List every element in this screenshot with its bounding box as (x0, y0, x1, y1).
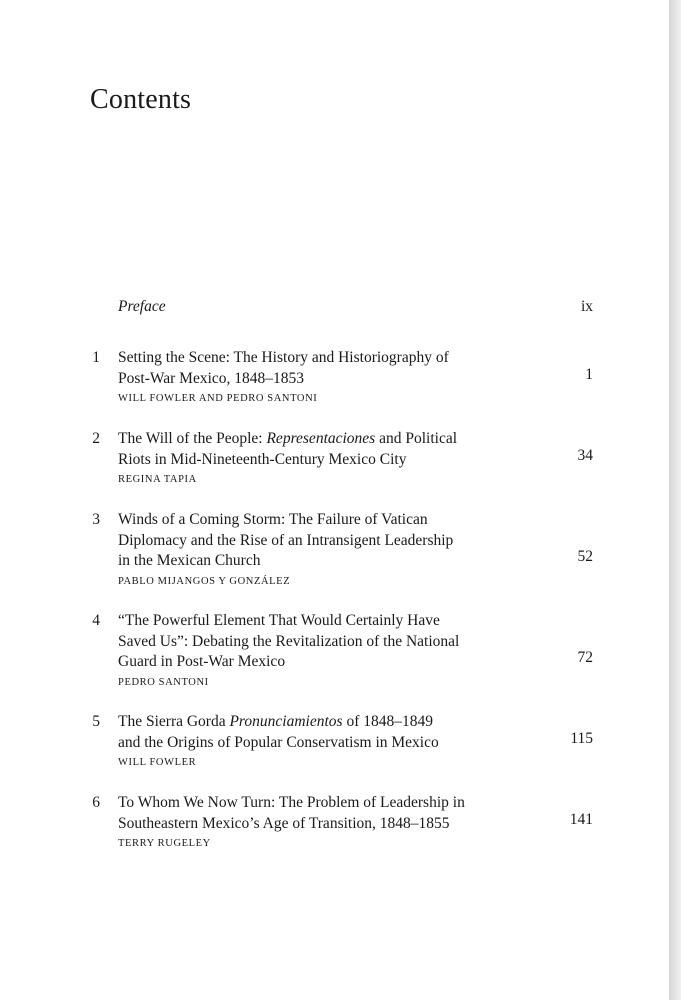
title-italic: Pronunciamientos (229, 713, 343, 730)
chapter-author: PEDRO SANTONI (118, 676, 209, 688)
title-text: and Political (375, 430, 458, 447)
chapter-author: REGINA TAPIA (118, 474, 197, 485)
toc-entry-2 (88, 429, 593, 488)
title-line: Winds of a Coming Storm: The Failure of Vatican (118, 511, 428, 528)
title-text: The Will of the People: (118, 430, 267, 447)
title-line: Diplomacy and the Rise of an Intransigent Leadership (118, 531, 454, 549)
contents-heading: Contents (90, 84, 192, 115)
title-line: Post-War Mexico, 1848–1853 (118, 369, 305, 387)
chapter-author: PABLO MIJANGOS Y GONZÁLEZ (118, 575, 291, 587)
chapter-page: 52 (577, 548, 593, 565)
toc-entry-3 (88, 510, 593, 590)
chapter-title (118, 510, 518, 572)
chapter-title (118, 611, 518, 673)
chapter-number: 2 (92, 430, 100, 447)
toc-entry-5 (88, 712, 593, 771)
toc-entry-6 (88, 793, 593, 852)
chapter-title (118, 348, 518, 389)
title-line (118, 429, 518, 450)
title-line: Riots in Mid-Nineteenth-Century Mexico City (118, 450, 407, 468)
toc-preface (118, 298, 593, 316)
toc-entry-4 (88, 611, 593, 691)
title-line: Setting the Scene: The History and Historiography of (118, 349, 449, 366)
chapter-number: 1 (92, 349, 100, 366)
chapter-page: 72 (577, 649, 593, 666)
title-line: To Whom We Now Turn: The Problem of Leadership in (118, 794, 465, 811)
chapter-number: 3 (92, 511, 100, 528)
chapter-title (118, 429, 518, 470)
chapter-author: WILL FOWLER (118, 757, 197, 768)
chapter-number: 6 (92, 794, 100, 811)
title-line: in the Mexican Church (118, 552, 261, 569)
chapter-page: 115 (570, 729, 593, 747)
chapter-author: TERRY RUGELEY (118, 838, 211, 849)
chapter-number: 4 (92, 612, 100, 629)
title-text: The Sierra Gorda (118, 713, 230, 730)
chapter-page: 1 (585, 365, 593, 383)
title-line (118, 712, 518, 733)
chapter-title (118, 793, 518, 834)
title-line: Guard in Post-War Mexico (118, 653, 286, 670)
preface-title: Preface (118, 298, 166, 315)
toc-entry-1 (88, 348, 593, 407)
chapter-page: 34 (577, 446, 593, 464)
title-line: Southeastern Mexico’s Age of Transition, 1848–1855 (118, 814, 450, 832)
preface-page: ix (580, 298, 593, 315)
title-line: and the Origins of Popular Conservatism in Mexico (118, 733, 439, 751)
chapter-author: WILL FOWLER AND PEDRO SANTONI (118, 393, 318, 404)
chapter-page: 141 (569, 810, 593, 828)
title-italic: Representaciones (266, 430, 376, 447)
title-text: of 1848–1849 (342, 713, 433, 730)
page-edge (669, 0, 681, 1000)
chapter-number: 5 (92, 713, 100, 730)
title-line: Saved Us”: Debating the Revitalization of the National (118, 632, 460, 650)
title-line: “The Powerful Element That Would Certainly Have (118, 612, 440, 629)
chapter-title (118, 712, 518, 753)
